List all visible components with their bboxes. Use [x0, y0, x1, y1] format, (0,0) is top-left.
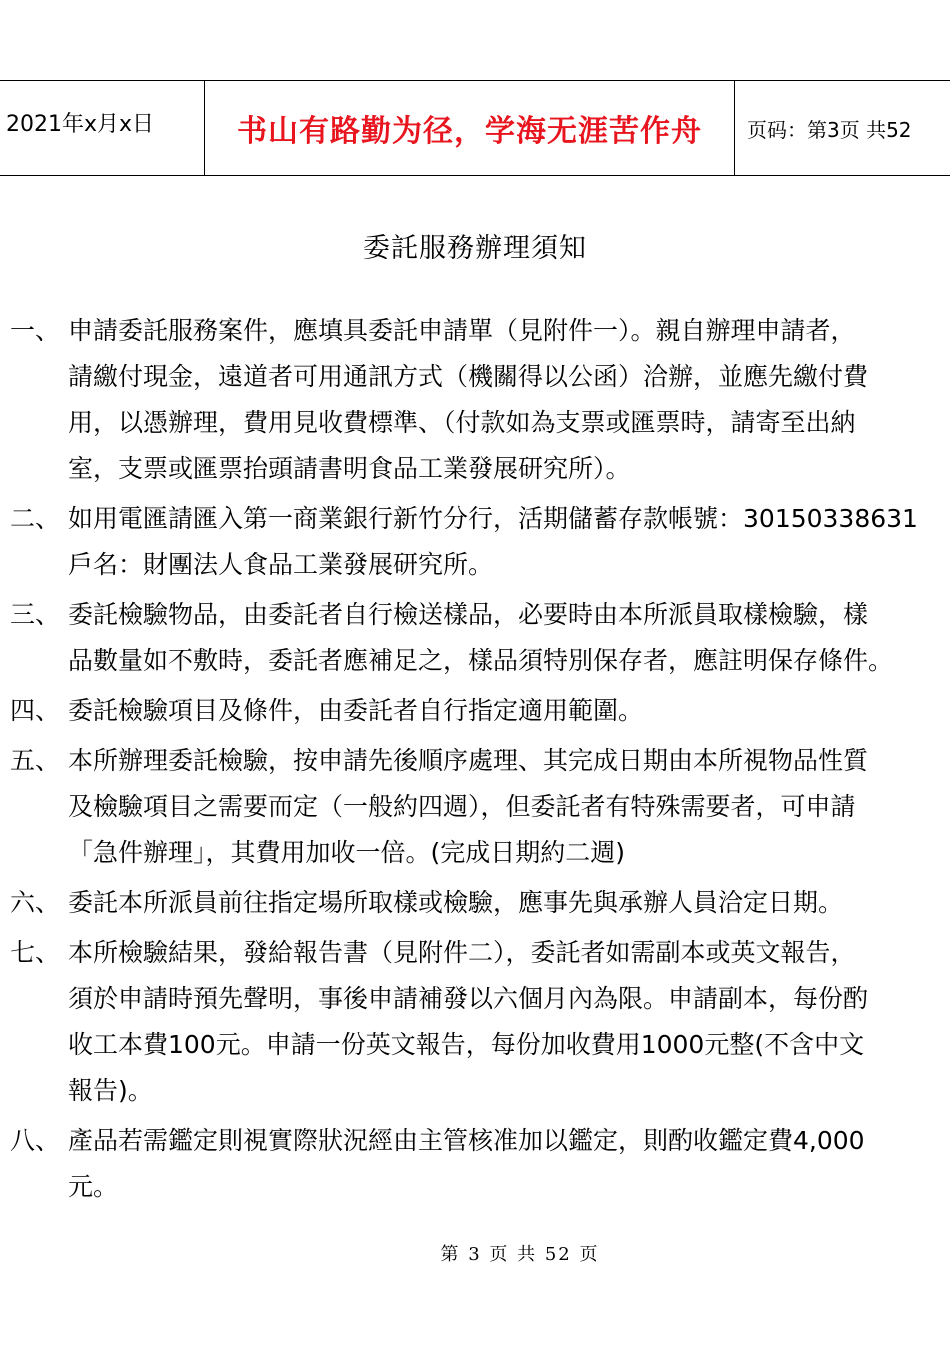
- notice-item-8: [10, 1118, 950, 1210]
- header-date: 2021年x月x日: [0, 81, 205, 175]
- item-line: 如用電匯請匯入第一商業銀行新竹分行，活期儲蓄存款帳號：30150338631: [68, 504, 918, 533]
- item-number: 六、: [10, 888, 61, 917]
- item-line: 委託檢驗物品，由委託者自行檢送樣品，必要時由本所派員取樣檢驗，樣: [68, 600, 869, 629]
- item-line: 「急件辦理」，其費用加收一倍。(完成日期約二週): [68, 838, 626, 867]
- notice-list: [10, 308, 950, 1214]
- item-line: 請繳付現金，遠道者可用通訊方式（機關得以公函）洽辦，並應先繳付費: [68, 362, 869, 391]
- notice-item-7: [10, 930, 950, 1114]
- item-number: 五、: [10, 746, 61, 775]
- item-line: 委託檢驗項目及條件，由委託者自行指定適用範圍。: [68, 696, 644, 725]
- notice-item-3: [10, 592, 950, 684]
- item-line: 元。: [68, 1172, 119, 1201]
- item-line: 委託本所派員前往指定場所取樣或檢驗，應事先與承辦人員洽定日期。: [68, 888, 844, 917]
- notice-item-4: [10, 688, 950, 734]
- item-line: 須於申請時預先聲明，事後申請補發以六個月內為限。申請副本，每份酌: [68, 984, 869, 1013]
- item-line: 戶名：財團法人食品工業發展研究所。: [68, 550, 494, 579]
- item-number: 二、: [10, 504, 61, 533]
- item-line: 申請委託服務案件，應填具委託申請單（見附件一）。親自辦理申請者，: [68, 316, 856, 345]
- item-number: 八、: [10, 1126, 61, 1155]
- page-footer: 第 3 页 共 52 页: [440, 1244, 600, 1265]
- notice-item-6: [10, 880, 950, 926]
- page-header: [0, 80, 950, 176]
- item-line: 本所辦理委託檢驗，按申請先後順序處理、其完成日期由本所視物品性質: [68, 746, 869, 775]
- item-line: 用，以憑辦理，費用見收費標準、（付款如為支票或匯票時，請寄至出納: [68, 408, 856, 437]
- item-line: 報告)。: [68, 1076, 153, 1105]
- item-line: 室，支票或匯票抬頭請書明食品工業發展研究所）。: [68, 454, 631, 483]
- item-number: 三、: [10, 600, 61, 629]
- document-title: 委託服務辦理須知: [363, 233, 587, 264]
- notice-item-2: [10, 496, 950, 588]
- item-number: 四、: [10, 696, 61, 725]
- item-line: 品數量如不敷時，委託者應補足之，樣品須特別保存者，應註明保存條件。: [68, 646, 894, 675]
- item-line: 及檢驗項目之需要而定（一般約四週），但委託者有特殊需要者，可申請: [68, 792, 856, 821]
- item-number: 一、: [10, 316, 61, 345]
- notice-item-5: [10, 738, 950, 876]
- item-number: 七、: [10, 938, 61, 967]
- item-line: 本所檢驗結果，發給報告書（見附件二），委託者如需副本或英文報告，: [68, 938, 856, 967]
- header-page-info: 页码：第3页 共52: [747, 117, 912, 142]
- item-line: 產品若需鑑定則視實際狀況經由主管核准加以鑑定，則酌收鑑定費4,000: [68, 1126, 865, 1155]
- header-motto: 书山有路勤为径，学海无涯苦作舟: [205, 81, 735, 175]
- notice-item-1: [10, 308, 950, 492]
- item-line: 收工本費100元。申請一份英文報告，每份加收費用1000元整(不含中文: [68, 1030, 865, 1059]
